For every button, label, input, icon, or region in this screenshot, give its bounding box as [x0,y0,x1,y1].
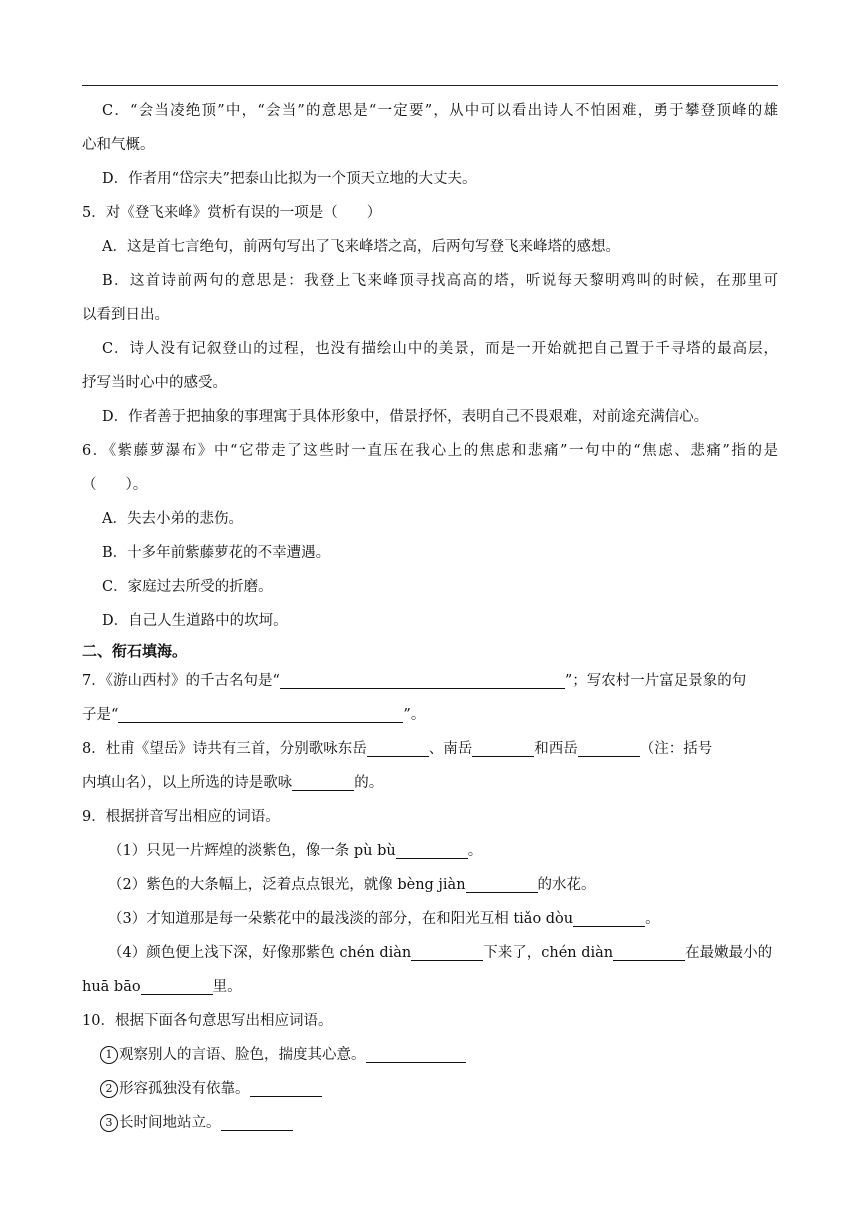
q7-line2 [82,698,778,732]
q8-text-2: 、南岳 [428,741,473,757]
q6-option-b: B．十多年前紫藤萝花的不幸遭遇。 [102,545,331,561]
q8-text-6: 的。 [354,775,384,791]
q4-option-c-line2: 心和气概。 [82,137,155,153]
section-heading: 二、衔石填海。 [82,642,188,660]
q8-blank-east[interactable] [367,738,429,757]
q10-number-2: 2 [100,1080,118,1098]
q10-blank-2[interactable] [250,1078,322,1097]
q10-stem: 10．根据下面各句意思写出相应词语。 [82,1013,333,1029]
q4-option-d: D．作者用“岱宗夫”把泰山比拟为一个顶天立地的大丈夫。 [102,171,477,187]
q10-item-2 [82,1072,778,1106]
q7-text-2: ”；写农村一片富足景象的句 [564,673,747,689]
q8-text-3: 和西岳 [534,741,578,757]
q9-2-blank[interactable] [466,874,538,893]
q9-1-end: 。 [467,843,483,859]
q7-text-4: ”。 [403,707,426,723]
q9-4-blank-2[interactable] [613,942,685,961]
q10-item-3 [82,1106,778,1140]
q10-item-3-text: 长时间地站立。 [119,1115,221,1131]
q8-text-1: 8．杜甫《望岳》诗共有三首，分别歌咏东岳 [82,741,367,757]
q5-option-b-line1: B．这首诗前两句的意思是：我登上飞来峰顶寻找高高的塔，听说每天黎明鸡叫的时候，在那里可 [102,273,778,289]
q10-number-3: 3 [100,1114,118,1132]
q6-stem-line2: （ ）。 [82,477,148,493]
q9-4-text-e: 里。 [212,979,242,995]
q9-item-4-line1 [82,936,778,970]
q10-blank-3[interactable] [221,1112,293,1131]
q8-line1 [82,732,778,766]
q7-text-3: 子是“ [82,707,119,723]
q8-text-5: 内填山名），以上所选的诗是歌咏 [82,775,293,791]
q8-blank-west[interactable] [578,738,640,757]
q9-item-1 [82,834,778,868]
q10-number-1: 1 [100,1046,118,1064]
q9-2-end: 的水花。 [537,877,596,893]
q10-item-1-text: 观察别人的言语、脸色，揣度其心意。 [119,1047,366,1063]
q5-option-c-line2: 抒写当时心中的感受。 [82,375,227,391]
q10-item-1 [82,1038,778,1072]
q9-4-text-d: huā bāo [82,979,141,995]
q9-item-4-line2 [82,970,778,1004]
q6-stem-line1: 6．《紫藤萝瀑布》中“它带走了这些时一直压在我心上的焦虑和悲痛”一句中的“焦虑、悲痛”指的是 [82,443,778,459]
q9-3-blank[interactable] [573,908,645,927]
q5-option-d: D．作者善于把抽象的事理寓于具体形象中，借景抒怀，表明自己不畏艰难，对前途充满信心。 [102,409,709,425]
q6-option-c: C．家庭过去所受的折磨。 [102,579,273,595]
q5-option-b-line2: 以看到日出。 [82,307,169,323]
q8-text-4: （注：括号 [639,741,713,757]
q5-option-a: A．这是首七言绝句，前两句写出了飞来峰塔之高，后两句写登飞来峰塔的感想。 [102,239,620,255]
q9-stem: 9．根据拼音写出相应的词语。 [82,809,280,825]
q9-4-text-b: 下来了，chén diàn [483,945,614,961]
q9-4-text-c: 在最嫩最小的 [685,945,773,961]
q4-option-c-line1: C．“会当凌绝顶”中，“会当”的意思是“一定要”，从中可以看出诗人不怕困难，勇于攀登顶峰的雄 [102,103,778,119]
q6-option-a: A．失去小弟的悲伤。 [102,511,243,527]
q9-4-blank-3[interactable] [141,976,213,995]
q9-4-blank-1[interactable] [411,942,483,961]
q10-blank-1[interactable] [366,1044,466,1063]
q9-3-text: （3）才知道那是每一朵紫花中的最浅淡的部分，在和阳光互相 tiǎo dòu [108,911,574,927]
q9-1-text: （1）只见一片辉煌的淡紫色，像一条 pù bù [108,843,396,859]
q7-blank-2[interactable] [118,704,403,723]
q5-option-c-line1: C．诗人没有记叙登山的过程，也没有描绘山中的美景，而是一开始就把自己置于千寻塔的最高层， [102,341,778,357]
q9-2-text: （2）紫色的大条幅上，泛着点点银光，就像 bèng jiàn [108,877,466,893]
q7-text-1: 7．《游山西村》的千古名句是“ [82,673,280,689]
q9-3-end: 。 [645,911,660,927]
page-content [82,94,778,1140]
q9-item-3 [82,902,778,936]
q8-blank-south[interactable] [472,738,534,757]
q9-1-blank[interactable] [396,840,468,859]
q9-4-text-a: （4）颜色便上浅下深，好像那紫色 chén diàn [108,945,412,961]
q7-line1 [82,664,778,698]
header-rule [82,85,778,86]
q8-line2 [82,766,778,800]
q8-blank-selected[interactable] [292,772,354,791]
q7-blank-1[interactable] [280,670,565,689]
q9-item-2 [82,868,778,902]
q10-item-2-text: 形容孤独没有依靠。 [119,1081,250,1097]
q5-stem: 5．对《登飞来峰》赏析有误的一项是（ ） [82,205,382,221]
q6-option-d: D．自己人生道路中的坎坷。 [102,613,288,629]
